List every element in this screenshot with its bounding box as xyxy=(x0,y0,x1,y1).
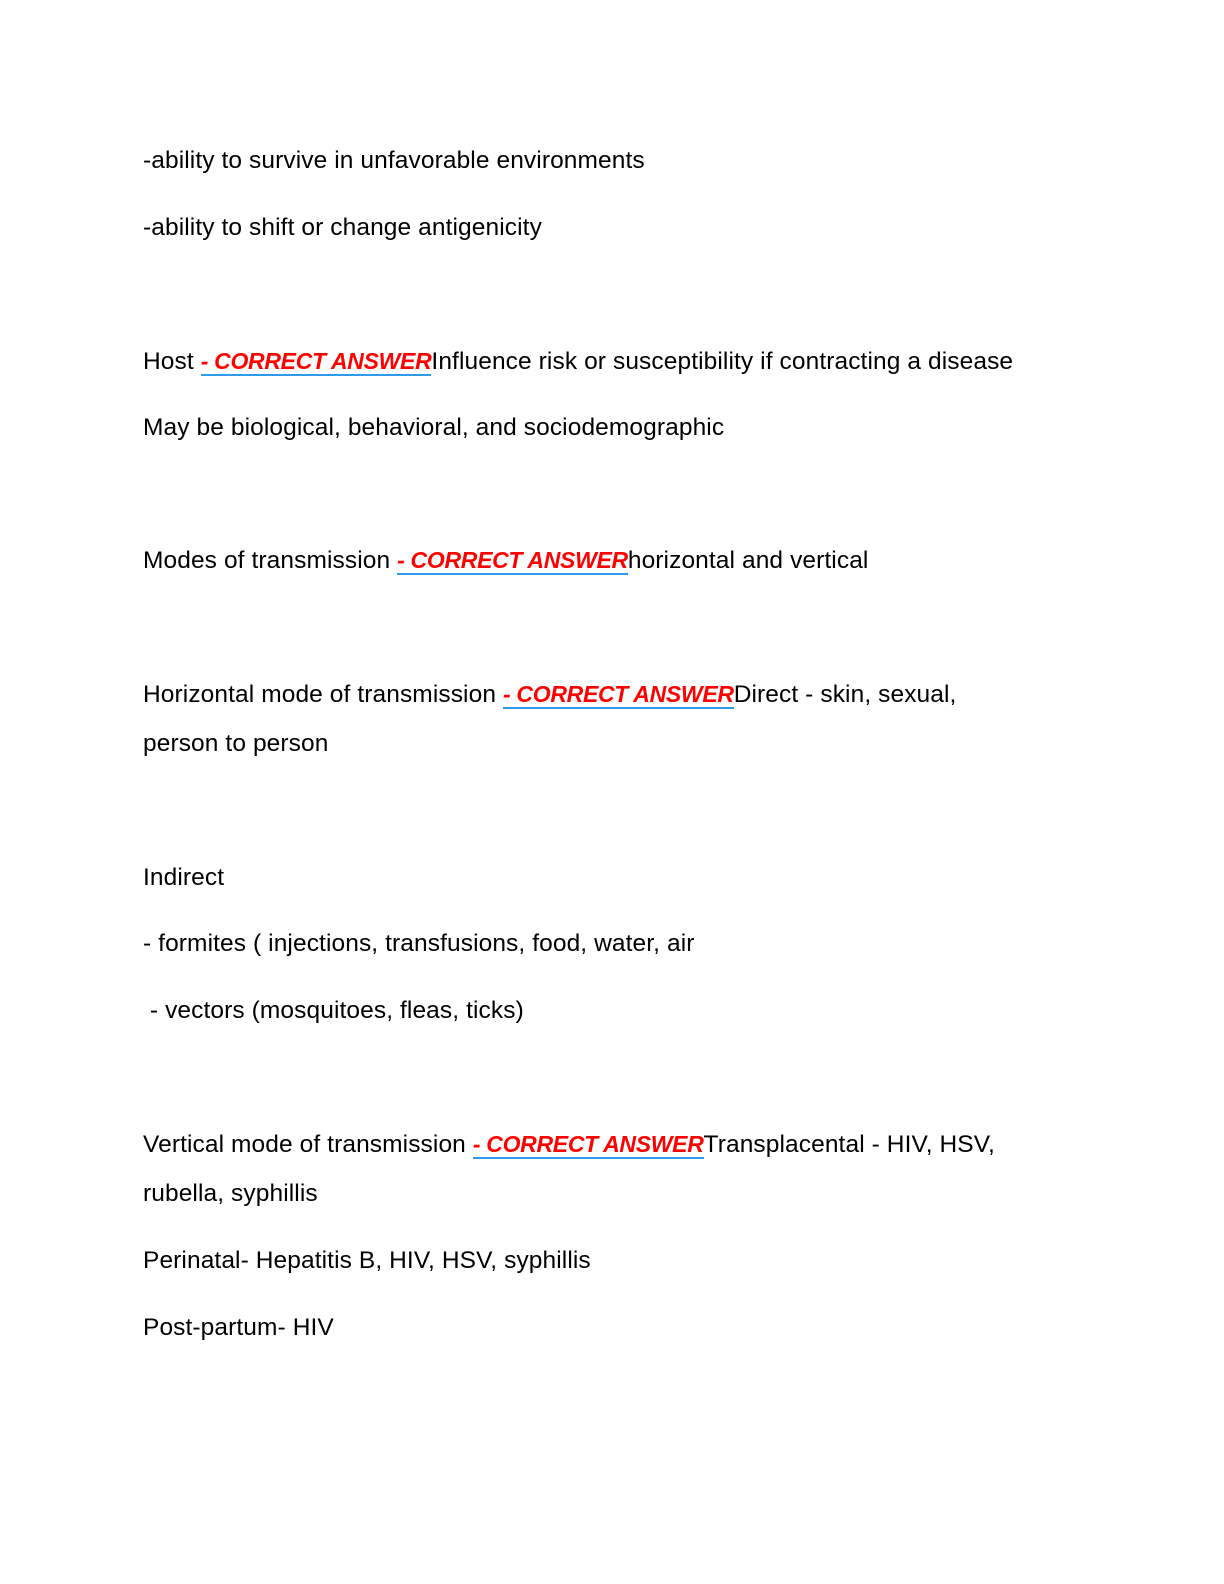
entry-host-answer: Influence risk or susceptibility if contracting a disease xyxy=(431,348,1014,375)
entry-host-term: Host xyxy=(143,348,201,375)
entry-host-continuation: May be biological, behavioral, and sociodemographic xyxy=(143,414,725,441)
entry-vertical-answer: Transplacental - HIV, HSV, xyxy=(703,1131,995,1158)
indirect-item-vectors: - vectors (mosquitoes, fleas, ticks) xyxy=(143,997,524,1024)
entry-modes-answer: horizontal and vertical xyxy=(627,547,869,574)
entry-modes xyxy=(143,545,868,576)
entry-host xyxy=(143,346,1013,377)
entry-horizontal-term: Horizontal mode of transmission xyxy=(143,681,503,708)
correct-answer-tag: - CORRECT ANSWER xyxy=(200,348,432,374)
text-line-antigenicity: -ability to shift or change antigenicity xyxy=(143,214,542,241)
correct-answer-tag: - CORRECT ANSWER xyxy=(472,1131,704,1157)
entry-vertical-term: Vertical mode of transmission xyxy=(143,1131,473,1158)
entry-vertical-perinatal: Perinatal- Hepatitis B, HIV, HSV, syphillis xyxy=(143,1247,591,1274)
entry-vertical xyxy=(143,1129,995,1160)
indirect-item-formites: - formites ( injections, transfusions, food, water, air xyxy=(143,930,695,957)
entry-horizontal-continuation: person to person xyxy=(143,730,329,757)
indirect-heading: Indirect xyxy=(143,864,225,891)
entry-horizontal-answer: Direct - skin, sexual, xyxy=(733,681,957,708)
entry-vertical-continuation: rubella, syphillis xyxy=(143,1180,318,1207)
correct-answer-tag: - CORRECT ANSWER xyxy=(502,681,734,707)
text-line-survive: -ability to survive in unfavorable environments xyxy=(143,147,645,174)
entry-modes-term: Modes of transmission xyxy=(143,547,398,574)
entry-vertical-postpartum: Post-partum- HIV xyxy=(143,1314,334,1341)
correct-answer-tag: - CORRECT ANSWER xyxy=(397,547,628,573)
entry-horizontal xyxy=(143,679,956,710)
